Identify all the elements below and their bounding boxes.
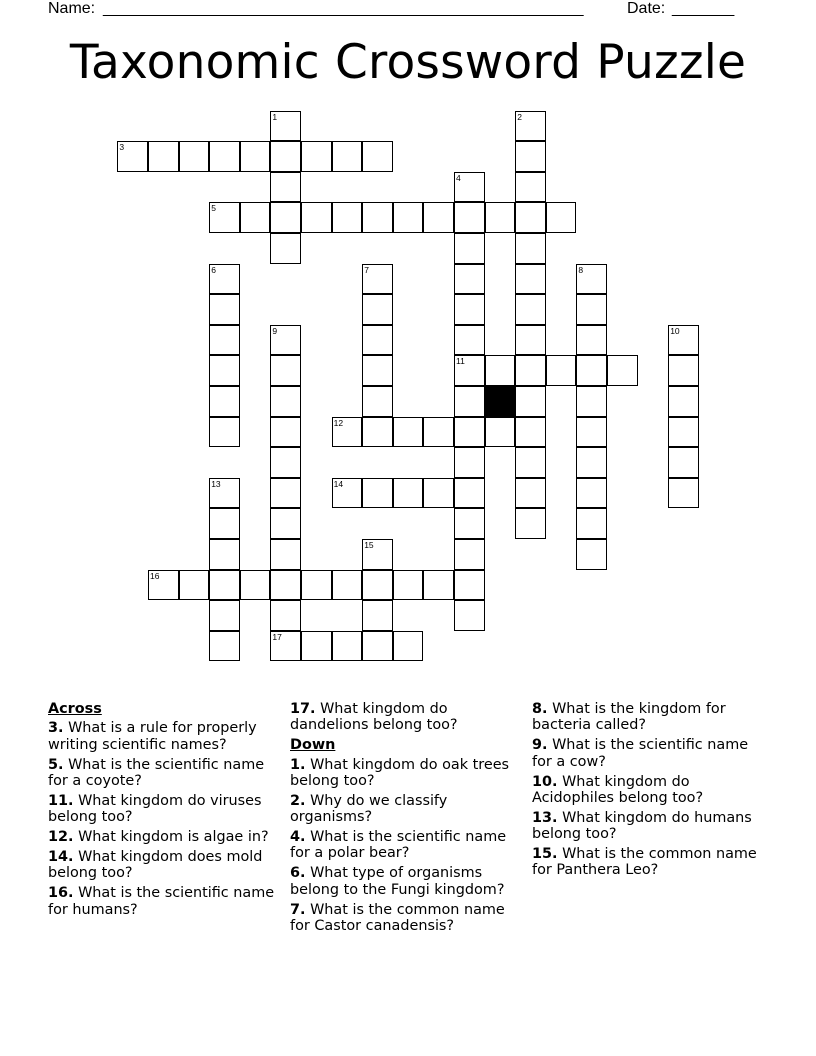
down-clue <box>290 865 526 898</box>
grid-cell[interactable] <box>515 447 546 478</box>
grid-cell[interactable] <box>515 478 546 509</box>
clue-label-number: 8. <box>532 701 548 717</box>
clue-text: What kingdom do viruses belong too? <box>48 792 262 826</box>
down-clue <box>532 737 768 770</box>
grid-cell[interactable] <box>576 355 607 386</box>
across-clue <box>48 885 284 918</box>
grid-cell[interactable] <box>209 264 240 295</box>
grid-cell[interactable] <box>362 631 393 662</box>
clue-text: What kingdom do Acidophiles belong too? <box>532 773 704 806</box>
grid-cell[interactable] <box>209 508 240 539</box>
grid-cell[interactable] <box>209 355 240 386</box>
date-label: Date: <box>627 0 666 17</box>
grid-cell[interactable] <box>362 478 393 509</box>
clue-label-number: 12. <box>48 829 74 846</box>
grid-cell[interactable] <box>515 417 546 448</box>
grid-cell[interactable] <box>362 386 393 417</box>
grid-cell[interactable] <box>270 172 301 203</box>
grid-cell[interactable] <box>576 508 607 539</box>
grid-cell[interactable] <box>362 294 393 325</box>
grid-cell[interactable] <box>148 570 179 601</box>
clue-label-number: 2. <box>290 792 306 809</box>
grid-cell[interactable] <box>270 478 301 509</box>
across-clue <box>48 829 284 845</box>
grid-cell[interactable] <box>270 386 301 417</box>
grid-cell[interactable] <box>515 141 546 172</box>
clue-text: What type of organisms belong to the Fungi kingdom? <box>290 865 505 898</box>
clue-label-number: 9. <box>532 737 548 754</box>
grid-cell[interactable] <box>546 202 577 233</box>
grid-cell[interactable] <box>270 325 301 356</box>
grid-cell[interactable] <box>332 141 363 172</box>
down-clue <box>532 774 768 807</box>
grid-cell[interactable] <box>179 570 210 601</box>
clue-text: What is a rule for properly writing scientific names? <box>48 720 257 753</box>
clue-number: 9 <box>272 325 278 336</box>
clue-text: What is the scientific name for a polar bear? <box>290 829 507 862</box>
down-clue <box>290 757 526 790</box>
clue-number: 16 <box>150 570 160 581</box>
grid-cell[interactable] <box>209 478 240 509</box>
grid-cell[interactable] <box>270 631 301 662</box>
across-clue <box>48 793 284 826</box>
grid-cell[interactable] <box>668 478 699 509</box>
clue-number: 17 <box>272 631 282 642</box>
down-heading: Down <box>290 737 336 754</box>
grid-cell[interactable] <box>270 233 301 264</box>
date-field-line[interactable]: _______ <box>672 0 735 17</box>
grid-cell[interactable] <box>423 202 454 233</box>
grid-cell[interactable] <box>454 233 485 264</box>
grid-cell[interactable] <box>515 172 546 203</box>
grid-cell[interactable] <box>576 264 607 295</box>
clue-label-number: 13. <box>532 809 558 826</box>
clues-column-3 <box>532 701 768 882</box>
across-heading: Across <box>48 701 102 717</box>
grid-cell[interactable] <box>209 631 240 662</box>
grid-cell[interactable] <box>270 508 301 539</box>
grid-cell[interactable] <box>576 478 607 509</box>
clue-label-number: 6. <box>290 865 306 882</box>
down-clue <box>532 810 768 843</box>
clue-number: 2 <box>517 111 522 122</box>
grid-cell[interactable] <box>209 417 240 448</box>
clue-number: 12 <box>333 417 344 428</box>
grid-cell[interactable] <box>362 417 393 448</box>
clue-number: 4 <box>456 172 461 183</box>
grid-cell[interactable] <box>515 325 546 356</box>
clue-number: 6 <box>211 264 216 275</box>
grid-cell[interactable] <box>362 264 393 295</box>
grid-cell[interactable] <box>209 141 240 172</box>
grid-cell[interactable] <box>332 417 363 448</box>
clue-text: What is the scientific name for a cow? <box>532 737 749 770</box>
grid-cell[interactable] <box>301 570 332 601</box>
clue-text: What kingdom does mold belong too? <box>48 849 263 882</box>
grid-cell[interactable] <box>332 570 363 601</box>
grid-cell[interactable] <box>362 202 393 233</box>
name-label: Name: <box>48 0 96 17</box>
grid-cell[interactable] <box>270 141 301 172</box>
clue-number: 11 <box>456 356 465 367</box>
clue-number: 14 <box>333 478 344 489</box>
down-clue <box>532 846 768 879</box>
clue-text: What is the kingdom for bacteria called? <box>532 701 726 734</box>
grid-cell[interactable] <box>454 386 485 417</box>
grid-cell[interactable] <box>393 570 424 601</box>
clue-text: Why do we classify organisms? <box>290 792 448 826</box>
grid-cell[interactable] <box>179 141 210 172</box>
grid-cell[interactable] <box>301 141 332 172</box>
grid-cell[interactable] <box>485 202 516 233</box>
grid-cell[interactable] <box>423 478 454 509</box>
grid-cell[interactable] <box>240 202 271 233</box>
grid-cell[interactable] <box>485 417 516 448</box>
grid-cell[interactable] <box>209 539 240 570</box>
clue-label-number: 7. <box>290 901 306 918</box>
clue-text: What kingdom do humans belong too? <box>532 809 752 843</box>
grid-cell[interactable] <box>362 600 393 631</box>
clue-number: 15 <box>364 540 374 550</box>
grid-cell[interactable] <box>362 570 393 601</box>
grid-cell[interactable] <box>454 447 485 478</box>
grid-cell[interactable] <box>209 202 240 233</box>
grid-cell[interactable] <box>240 141 271 172</box>
clue-label-number: 11. <box>48 792 74 809</box>
grid-cell[interactable] <box>332 202 363 233</box>
clue-number: 3 <box>119 142 125 153</box>
grid-cell[interactable] <box>576 539 607 570</box>
grid-cell[interactable] <box>270 417 301 448</box>
grid-cell[interactable] <box>576 417 607 448</box>
grid-cell[interactable] <box>668 325 699 356</box>
grid-cell[interactable] <box>209 570 240 601</box>
clue-label-number: 17. <box>290 701 316 717</box>
grid-cell[interactable] <box>209 325 240 356</box>
grid-cell[interactable] <box>240 570 271 601</box>
clue-number: 1 <box>272 111 278 122</box>
clue-label-number: 14. <box>48 849 74 866</box>
grid-cell[interactable] <box>362 539 393 570</box>
grid-cell[interactable] <box>454 325 485 356</box>
grid-cell[interactable] <box>362 141 393 172</box>
clue-text: What kingdom is algae in? <box>78 829 269 846</box>
grid-cell[interactable] <box>270 447 301 478</box>
clue-text: What kingdom do dandelions belong too? <box>290 701 458 734</box>
clue-label-number: 4. <box>290 829 306 846</box>
grid-cell[interactable] <box>454 417 485 448</box>
grid-cell[interactable] <box>270 539 301 570</box>
grid-cell[interactable] <box>454 202 485 233</box>
grid-cell[interactable] <box>393 202 424 233</box>
down-clue <box>532 701 768 734</box>
clues-column-2 <box>290 701 526 938</box>
grid-cell[interactable] <box>576 447 607 478</box>
clue-number: 8 <box>578 264 584 275</box>
grid-cell[interactable] <box>668 447 699 478</box>
grid-cell[interactable] <box>301 631 332 662</box>
clue-label-number: 5. <box>48 756 64 773</box>
grid-cell[interactable] <box>270 111 301 142</box>
grid-cell[interactable] <box>332 478 363 509</box>
down-clue <box>290 793 526 826</box>
grid-cell[interactable] <box>454 355 485 386</box>
grid-cell[interactable] <box>270 600 301 631</box>
clue-text: What is the scientific name for a coyote? <box>48 756 265 789</box>
clue-text: What is the scientific name for humans? <box>48 885 275 918</box>
grid-cell[interactable] <box>515 202 546 233</box>
grid-cell[interactable] <box>148 141 179 172</box>
name-field-line[interactable]: ______________________________________________________ <box>103 0 584 17</box>
down-clue <box>290 902 526 935</box>
grid-cell[interactable] <box>515 264 546 295</box>
clues-column-1 <box>48 701 284 922</box>
grid-cell[interactable] <box>515 508 546 539</box>
grid-cell[interactable] <box>454 570 485 601</box>
across-clue <box>48 757 284 790</box>
grid-cell[interactable] <box>515 111 546 142</box>
clue-number: 5 <box>211 203 216 214</box>
grid-cell[interactable] <box>515 294 546 325</box>
grid-cell[interactable] <box>454 539 485 570</box>
grid-cell[interactable] <box>301 202 332 233</box>
grid-cell[interactable] <box>209 294 240 325</box>
grid-cell[interactable] <box>362 325 393 356</box>
grid-cell[interactable] <box>515 355 546 386</box>
page-title: Taxonomic Crossword Puzzle <box>69 35 747 90</box>
across-clue <box>290 701 526 734</box>
grid-cell[interactable] <box>485 355 516 386</box>
grid-cell[interactable] <box>270 202 301 233</box>
grid-cell[interactable] <box>393 631 424 662</box>
across-clue <box>48 849 284 882</box>
clue-number: 13 <box>211 478 221 489</box>
grid-cell[interactable] <box>607 355 638 386</box>
clue-number: 10 <box>670 325 680 336</box>
grid-cell[interactable] <box>332 631 363 662</box>
grid-cell[interactable] <box>576 386 607 417</box>
grid-cell[interactable] <box>668 386 699 417</box>
grid-cell[interactable] <box>270 570 301 601</box>
grid-cell[interactable] <box>454 600 485 631</box>
clue-label-number: 3. <box>48 720 64 737</box>
grid-cell[interactable] <box>393 417 424 448</box>
grid-cell[interactable] <box>393 478 424 509</box>
grid-cell[interactable] <box>209 600 240 631</box>
grid-cell[interactable] <box>454 478 485 509</box>
grid-cell[interactable] <box>576 325 607 356</box>
clue-text: What kingdom do oak trees belong too? <box>290 756 510 789</box>
grid-cell[interactable] <box>668 355 699 386</box>
grid-cell[interactable] <box>423 417 454 448</box>
grid-cell[interactable] <box>362 355 393 386</box>
clue-label-number: 16. <box>48 885 74 902</box>
grid-cell[interactable] <box>454 172 485 203</box>
grid-cell[interactable] <box>515 386 546 417</box>
grid-cell[interactable] <box>454 264 485 295</box>
grid-cell[interactable] <box>209 386 240 417</box>
black-cell <box>485 386 516 417</box>
clue-label-number: 10. <box>532 773 558 790</box>
across-clue <box>48 720 284 753</box>
down-clue <box>290 829 526 862</box>
grid-cell[interactable] <box>270 355 301 386</box>
grid-cell[interactable] <box>423 570 454 601</box>
grid-cell[interactable] <box>546 355 577 386</box>
grid-cell[interactable] <box>454 508 485 539</box>
grid-cell[interactable] <box>668 417 699 448</box>
clue-text: What is the common name for Panthera Leo? <box>532 846 757 879</box>
clue-label-number: 1. <box>290 756 306 773</box>
grid-cell[interactable] <box>576 294 607 325</box>
grid-cell[interactable] <box>117 141 148 172</box>
grid-cell[interactable] <box>454 294 485 325</box>
clue-number: 7 <box>364 264 369 275</box>
clue-label-number: 15. <box>532 846 558 863</box>
grid-cell[interactable] <box>515 233 546 264</box>
clue-text: What is the common name for Castor canadensis? <box>290 901 505 934</box>
